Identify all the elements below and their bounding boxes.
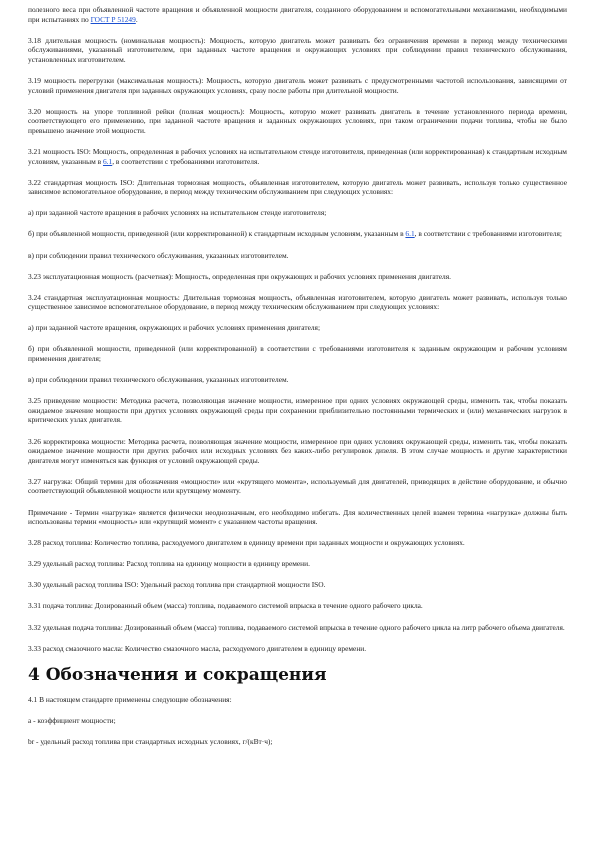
- paragraph-p-4-1-b: [28, 737, 567, 747]
- paragraph-text: 3.22 стандартная мощность ISO: Длительная тормозная мощность, объявленная изготовителем, которую двигатель может развивать, используя только существенное зависимое вспомогательное оборудование, в период между техническим обслуживанием при следующих условиях:: [28, 177, 567, 197]
- paragraph-text: 3.27 нагрузка: Общий термин для обозначения «мощности» или «крутящего момента», используемый для двигателей, приводящих в действие оборудование, и обычно соответствующий объявленной мощности или крутящему моменту.: [28, 476, 567, 496]
- paragraph-p-3-30: [28, 580, 567, 590]
- paragraph-p-3-32: [28, 623, 567, 633]
- paragraph-p-3-20: [28, 107, 567, 136]
- paragraph-p-3-31: [28, 601, 567, 611]
- reference-link[interactable]: ГОСТ Р 51249: [90, 14, 136, 24]
- paragraph-text: 3.29 удельный расход топлива: Расход топлива на единицу мощности в единицу времени.: [28, 559, 310, 569]
- paragraph-p-3-22-c: [28, 251, 567, 261]
- paragraph-text: 3.26 корректировка мощности: Методика расчета, позволяющая значение мощности, измеренное при одних условиях окружающей среды, изменить так, чтобы показать ожидаемое значение мощности при других рабочих или исходных условиях без каких-либо регулировок дизеля. В этом случае мощность и другие характеристики двигателя могут изменяться как функция от условий окружающей среды.: [28, 436, 567, 465]
- paragraph-tail: , в соответствии с требованиями изготовителя;: [414, 229, 562, 239]
- paragraph-text: 3.21 мощность ISO: Мощность, определенная в рабочих условиях на испытательном стенде изготовителя, приведенная (или корректированная) к стандартным исходным условиям, указанным в: [28, 146, 567, 166]
- paragraph-p-3-29: [28, 559, 567, 569]
- paragraph-text: полезного веса при объявленной частоте вращения и объявленной мощности двигателя, созданного оборудованием и вспомогательными механизмами, необходимыми при испытаниях по: [28, 5, 567, 24]
- paragraph-text: 3.30 удельный расход топлива ISO: Удельный расход топлива при стандартной мощности ISO.: [28, 580, 326, 590]
- reference-link[interactable]: 6.1: [102, 156, 113, 166]
- paragraph-p-3-27-note: [28, 508, 567, 527]
- paragraph-tail: .: [135, 14, 138, 24]
- paragraph-text: 3.28 расход топлива: Количество топлива, расходуемого двигателем в единицу времени при заданных мощности и окружающих условиях.: [28, 538, 465, 548]
- paragraph-text: 3.33 расход смазочного масла: Количество смазочного масла, расходуемого двигателем в единицу времени.: [28, 643, 367, 653]
- paragraph-text: 3.24 стандартная эксплуатационная мощность: Длительная тормозная мощность, объявленная изготовителем, которую двигатель может развивать, используя только существенное зависимое вспомогательное оборудование, в период между техническим обслуживанием при следующих условиях:: [28, 292, 567, 312]
- paragraph-text: Примечание - Термин «нагрузка» является физически неоднозначным, его необходимо избегать. Для количественных целей взамен термина «нагрузка» должны быть использованы термин «мощность» или «крутящий момент» с указанием частоты вращения.: [28, 507, 567, 527]
- paragraph-text: 3.32 удельная подача топлива: Дозированный объем (масса) топлива, подаваемого системой впрыска в течение одного рабочего цикла на литр рабочего объема двигателя.: [28, 622, 565, 632]
- paragraph-text: в) при соблюдении правил технического обслуживания, указанных изготовителем.: [28, 375, 289, 385]
- paragraph-text: б) при объявленной мощности, приведенной (или корректированной) в соответствии с требованиями изготовителя к заданным окружающим и рабочим условиям применения двигателя;: [28, 344, 567, 364]
- paragraph-p-3-26: [28, 437, 567, 466]
- paragraph-p-3-24: [28, 293, 567, 312]
- paragraph-tail: , в соответствии с требованиями изготовителя.: [112, 156, 260, 166]
- paragraph-text: a - коэффициент мощности;: [28, 715, 116, 725]
- paragraph-text: в) при соблюдении правил технического обслуживания, указанных изготовителем.: [28, 250, 289, 260]
- paragraph-text: 3.25 приведение мощности: Методика расчета, позволяющая значение мощности, измеренное при одних условиях окружающей среды, изменить так, чтобы показать ожидаемое значение мощности при других условиях окружающей среды при сохранении приблизительно постоянными термических и (или) механических нагрузок в критических узлах двигателя.: [28, 396, 567, 425]
- paragraph-text: 3.20 мощность на упоре топливной рейки (полная мощность): Мощность, которую может развивать двигатель в течение установленного периода времени, соответствующего его применению, при заданной частоте вращения и заданных окружающих условиях, при таком ограничении подачи топлива, чтобы не было превышено значение этой мощности.: [28, 106, 567, 135]
- symbols-section: [28, 695, 567, 747]
- paragraph-p-4-1-a: [28, 716, 567, 726]
- paragraph-text: 3.18 длительная мощность (номинальная мощность): Мощность, которую двигатель может развивать без ограничения времени в период между техническими обслуживаниями, указанный изготовителем, при заданных частоте вращения и окружающих условиях при соблюдении правил технического обслуживания, установленных изготовителем.: [28, 35, 567, 64]
- paragraph-p-3-18: [28, 36, 567, 65]
- paragraph-p-3-24-b: [28, 344, 567, 363]
- reference-link[interactable]: 6.1: [405, 229, 415, 239]
- paragraph-text: а) при заданной частоте вращения в рабочих условиях на испытательном стенде изготовителя;: [28, 208, 327, 218]
- paragraph-text: 3.31 подача топлива: Дозированный объем (масса) топлива, подаваемого системой впрыска в течение одного рабочего цикла.: [28, 601, 423, 611]
- paragraph-text: 4.1 В настоящем стандарте применены следующие обозначения:: [28, 694, 232, 704]
- paragraph-p-3-25: [28, 396, 567, 425]
- paragraph-p-3-17-cont: [28, 5, 567, 24]
- paragraph-text: 3.23 эксплуатационная мощность (расчетная): Мощность, определенная при окружающих и рабочих условиях применения двигателя.: [28, 271, 451, 281]
- paragraph-text: 3.19 мощность перегрузки (максимальная мощность): Мощность, которую двигатель может развивать с предусмотренными частотой использования, зависящими от условий применения двигателя при заданных окружающих условиях, сразу после работы при длительной мощности.: [28, 75, 567, 95]
- paragraph-p-4-1: [28, 695, 567, 705]
- paragraph-p-3-21: [28, 147, 567, 166]
- paragraph-p-3-27: [28, 477, 567, 496]
- paragraph-p-3-22-a: [28, 208, 567, 218]
- paragraph-p-3-19: [28, 76, 567, 95]
- terms-section: [28, 5, 567, 653]
- paragraph-p-3-24-c: [28, 375, 567, 385]
- paragraph-p-3-22-b: [28, 229, 567, 239]
- paragraph-p-3-22: [28, 178, 567, 197]
- paragraph-text: br - удельный расход топлива при стандартных исходных условиях, г/(кВт·ч);: [28, 736, 273, 746]
- paragraph-text: б) при объявленной мощности, приведенной (или корректированной) к стандартным исходным условиям, указанным в: [28, 229, 406, 239]
- paragraph-p-3-28: [28, 538, 567, 548]
- paragraph-p-3-24-a: [28, 323, 567, 333]
- paragraph-p-3-33: [28, 644, 567, 654]
- paragraph-text: а) при заданной частоте вращения, окружающих и рабочих условиях применения двигателя;: [28, 323, 321, 333]
- paragraph-p-3-23: [28, 272, 567, 282]
- section-heading: 4 Обозначения и сокращения: [28, 664, 327, 685]
